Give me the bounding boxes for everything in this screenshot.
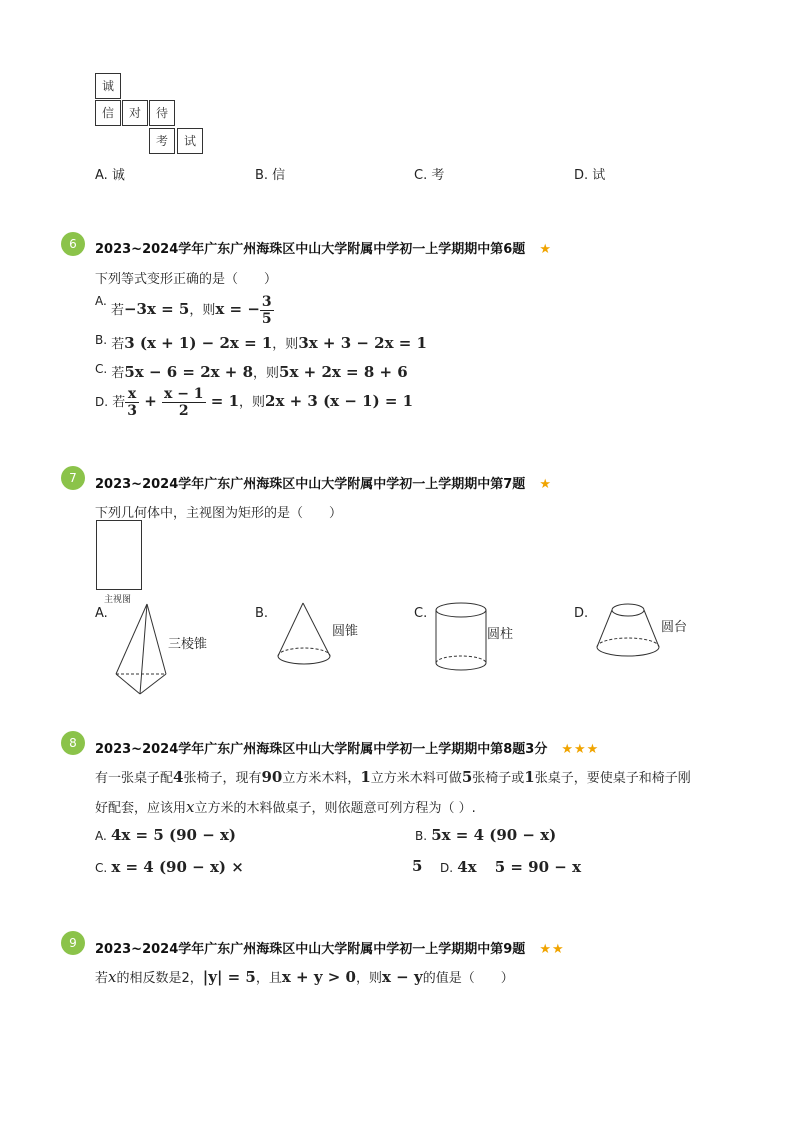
- question-title: [95, 238, 552, 257]
- question-number-badge: 9: [61, 931, 85, 955]
- text: 张桌子，要使桌子和椅子刚: [534, 771, 691, 786]
- option-letter: B.: [95, 333, 108, 347]
- equation: 5 = 90 − x: [494, 858, 582, 876]
- denominator: 2: [178, 403, 189, 419]
- text: 张椅子或: [472, 771, 525, 786]
- question-stem-line-2: [95, 797, 476, 816]
- numerator: 3: [261, 294, 272, 310]
- equation: x = −: [215, 300, 260, 318]
- difficulty-stars: ★★★: [561, 742, 600, 757]
- numerator: x: [125, 386, 139, 403]
- question-title: [95, 938, 565, 957]
- equation: 3 (x + 1) − 2x = 1: [124, 334, 273, 352]
- frustum-figure: [594, 600, 664, 662]
- q7-option-c-letter[interactable]: C.: [414, 606, 428, 621]
- question-number-badge: 7: [61, 466, 85, 490]
- q5-option-d[interactable]: D. 试: [574, 168, 606, 183]
- net-cell: 诚: [95, 73, 121, 99]
- variable: x: [186, 798, 195, 816]
- text: ，则: [272, 337, 299, 352]
- question-title: [95, 473, 552, 492]
- equation: 5x + 2x = 8 + 6: [279, 363, 408, 381]
- expression: x − y: [382, 968, 423, 986]
- plus-sign: +: [138, 392, 162, 410]
- text: 若: [112, 395, 126, 410]
- q5-option-c[interactable]: C. 考: [414, 168, 445, 183]
- equation: x = 4 (90 − x) ×: [111, 858, 244, 876]
- variable: x: [108, 968, 117, 986]
- text: 若: [110, 303, 124, 318]
- question-stem: [95, 967, 514, 986]
- question-stem: 下列等式变形正确的是（ ）: [95, 272, 278, 287]
- text: 有一张桌子配: [95, 771, 174, 786]
- fraction: [260, 294, 274, 327]
- inequality: x + y > 0: [281, 968, 356, 986]
- question-source: 2023~2024学年广东广州海珠区中山大学附属中学初一上学期期中第6题: [95, 242, 526, 257]
- difficulty-stars: ★: [539, 242, 552, 257]
- q5-option-b[interactable]: B. 信: [255, 168, 286, 183]
- question-source: 2023~2024学年广东广州海珠区中山大学附属中学初一上学期期中第7题: [95, 477, 526, 492]
- front-view-label: 主视图: [104, 595, 132, 605]
- q5-option-a[interactable]: A. 诚: [95, 168, 125, 183]
- question-stem-line-1: [95, 767, 691, 786]
- equation: 5x − 6 = 2x + 8: [124, 363, 254, 381]
- text: ，则: [253, 366, 280, 381]
- text: ，则: [239, 395, 266, 410]
- net-cell: 待: [149, 100, 175, 126]
- q6-option-c[interactable]: [95, 362, 408, 381]
- text: 的值是（ ）: [422, 971, 514, 986]
- q6-option-b[interactable]: [95, 333, 427, 352]
- equation: 2x + 3 (x − 1) = 1: [265, 392, 414, 410]
- equation: 4x: [457, 858, 477, 876]
- equation: 5x = 4 (90 − x): [431, 826, 557, 844]
- text: 立方米的木料做桌子，则依题意可列方程为（ ）.: [194, 801, 476, 816]
- denominator: 3: [127, 403, 137, 419]
- front-view-rectangle: [96, 520, 142, 590]
- q8-option-c-divisor: 5: [412, 857, 423, 875]
- fraction: [125, 386, 139, 419]
- option-letter: B.: [415, 829, 428, 843]
- question-number-badge: 8: [61, 731, 85, 755]
- question-title: [95, 738, 599, 757]
- q6-option-a[interactable]: [95, 294, 274, 327]
- q8-option-b[interactable]: [415, 826, 556, 844]
- equation: −3x = 5: [123, 300, 190, 318]
- text: 好配套，应该用: [95, 801, 187, 816]
- text: 若: [95, 971, 109, 986]
- number: 5: [461, 768, 473, 786]
- net-cell: 对: [122, 100, 148, 126]
- numerator: x − 1: [163, 386, 204, 402]
- number: 4: [173, 768, 184, 786]
- q7-option-d-letter[interactable]: D.: [574, 606, 589, 621]
- text: 立方米木料，: [282, 771, 361, 786]
- triangular-pyramid-figure: [110, 600, 170, 700]
- q7-option-b-letter[interactable]: B.: [255, 606, 269, 621]
- option-letter: C.: [95, 861, 108, 875]
- q8-option-a[interactable]: [95, 826, 236, 844]
- net-cell: 信: [95, 100, 121, 126]
- text: 若: [111, 337, 125, 352]
- q7-option-a-name: 三棱锥: [168, 637, 208, 652]
- q7-option-c-name: 圆柱: [487, 627, 514, 642]
- option-letter: C.: [95, 362, 108, 376]
- q7-option-d-name: 圆台: [661, 620, 688, 635]
- option-letter: D.: [440, 861, 454, 875]
- question-source: 2023~2024学年广东广州海珠区中山大学附属中学初一上学期期中第8题3分: [95, 742, 548, 757]
- text: 张椅子，现有: [183, 771, 262, 786]
- option-letter: A.: [95, 829, 107, 843]
- question-source: 2023~2024学年广东广州海珠区中山大学附属中学初一上学期期中第9题: [95, 942, 526, 957]
- q7-option-b-name: 圆锥: [332, 624, 359, 639]
- option-letter: D.: [95, 395, 109, 409]
- equation: = 1: [205, 392, 240, 410]
- question-number-badge: 6: [61, 232, 85, 256]
- option-letter: A.: [95, 294, 107, 308]
- net-cell: 考: [149, 128, 175, 154]
- number: 90: [261, 768, 283, 786]
- equation: 3x + 3 − 2x = 1: [298, 334, 427, 352]
- question-stem: 下列几何体中，主视图为矩形的是（ ）: [95, 506, 343, 521]
- equation: |y| = 5: [202, 968, 256, 986]
- net-cell: 试: [177, 128, 203, 154]
- q6-option-d[interactable]: [95, 386, 413, 419]
- text: 的相反数是2，: [116, 971, 203, 986]
- cone-figure: [272, 600, 338, 672]
- difficulty-stars: ★: [539, 477, 552, 492]
- denominator: 5: [261, 311, 272, 327]
- cylinder-figure: [432, 600, 492, 672]
- number: 1: [524, 768, 535, 786]
- text: ，则: [356, 971, 383, 986]
- difficulty-stars: ★★: [539, 942, 565, 957]
- text: 立方米木料可做: [370, 771, 462, 786]
- text: ，则: [189, 303, 216, 318]
- q7-option-a-letter[interactable]: A.: [95, 606, 108, 621]
- text: 若: [111, 366, 125, 381]
- fraction: [162, 386, 206, 419]
- text: ，且: [255, 971, 282, 986]
- number: 1: [360, 768, 371, 786]
- equation: 4x = 5 (90 − x): [110, 826, 237, 844]
- q8-option-c[interactable]: [95, 858, 244, 876]
- q8-option-d[interactable]: [440, 858, 581, 876]
